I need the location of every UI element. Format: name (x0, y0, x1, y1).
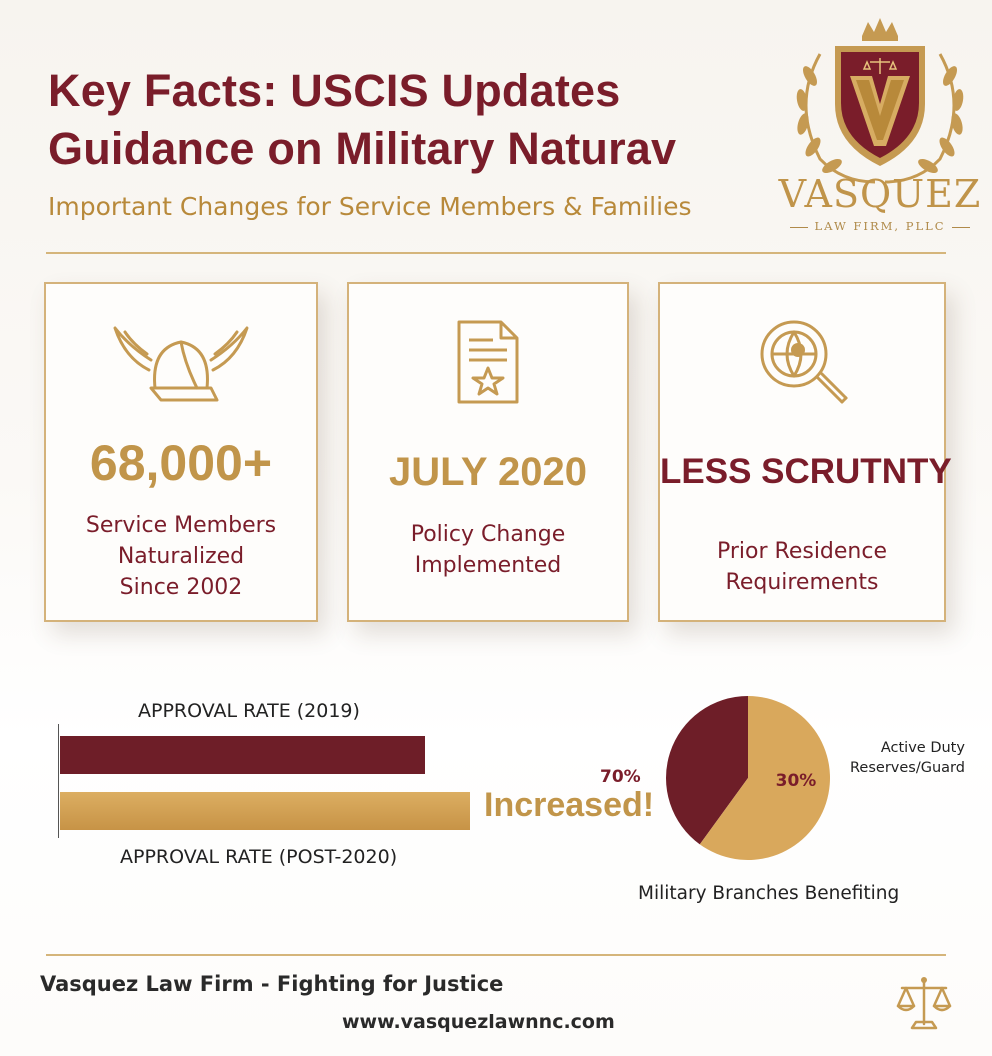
stat-value: LESS SCRUTNTY (660, 452, 952, 491)
bar-post-2020 (60, 792, 470, 830)
pie-pct-right: 30% (775, 771, 817, 791)
pie-pct-left: 70% (600, 767, 641, 787)
stat-desc-line: Since 2002 (119, 575, 243, 600)
footer-url[interactable]: www.vasquezlawnnc.com (342, 1011, 615, 1033)
stat-value: 68,000+ (89, 435, 273, 491)
winged-helmet-icon (111, 318, 251, 404)
stat-desc-line: Naturalized (117, 544, 245, 569)
bar-label-2019: APPROVAL RATE (2019) (138, 700, 360, 722)
logo-subtitle: LAW FIRM, PLLC (780, 219, 980, 233)
title-line-2: Guidance on Military Naturav (48, 123, 677, 174)
stat-desc-line: Implemented (414, 553, 562, 578)
stat-desc-line: Service Members (85, 513, 277, 538)
logo-name: VASQUEZ (778, 172, 982, 216)
stat-card-service-members (44, 282, 318, 622)
bar-2019 (60, 736, 425, 774)
document-star-icon (453, 318, 523, 406)
top-divider (46, 252, 946, 254)
stat-desc-line: Prior Residence (716, 539, 888, 564)
legend-active-duty: Active Duty (880, 740, 965, 756)
stat-card-less-scrutiny (658, 282, 952, 622)
page-title (48, 62, 768, 178)
title-line-1: Key Facts: USCIS Updates (48, 65, 621, 116)
pie-legend (850, 738, 965, 778)
scales-of-justice-icon (894, 974, 954, 1034)
stat-description (349, 519, 627, 581)
bottom-divider (46, 954, 946, 956)
pie-caption: Military Branches Benefiting (638, 883, 900, 904)
bar-axis (58, 724, 59, 838)
pie-chart (664, 694, 832, 862)
stat-desc-line: Policy Change (410, 522, 566, 547)
stat-description (46, 510, 316, 603)
stat-description (660, 536, 944, 598)
increased-annotation: Increased! (484, 786, 655, 824)
footer-tagline: Vasquez Law Firm - Fighting for Justice (40, 972, 504, 996)
magnifier-globe-icon (754, 316, 850, 408)
page-subtitle: Important Changes for Service Members & Families (48, 192, 692, 221)
legend-reserves-guard: Reserves/Guard (850, 760, 965, 776)
bar-label-post-2020: APPROVAL RATE (POST-2020) (120, 846, 398, 868)
stat-card-policy-change (347, 282, 629, 622)
stat-desc-line: Requirements (725, 570, 879, 595)
stat-value: JULY 2020 (389, 450, 587, 494)
